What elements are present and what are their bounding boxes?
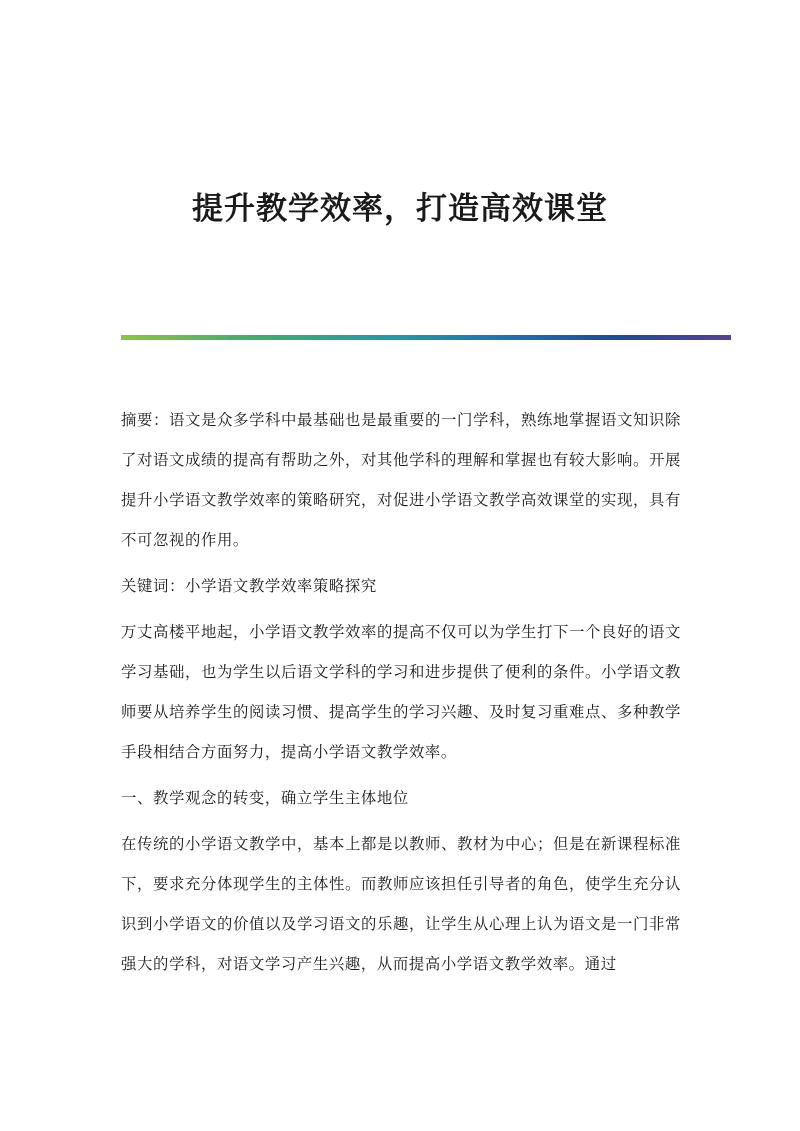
title-divider — [121, 335, 731, 340]
abstract-paragraph: 摘要：语文是众多学科中最基础也是最重要的一门学科，熟练地掌握语文知识除了对语文成绩的提高有帮助之外，对其他学科的理解和掌握也有较大影响。开展提升小学语文教学效率的策略研究，对促进小学语文教学高效课堂的实现，具有不可忽视的作用。 — [121, 411, 681, 549]
keywords-paragraph: 关键词：小学语文教学效率策略探究 — [121, 577, 377, 595]
document-body — [121, 400, 681, 990]
intro-paragraph: 万丈高楼平地起，小学语文教学效率的提高不仅可以为学生打下一个良好的语文学习基础，也为学生以后语文学科的学习和进步提供了便利的条件。小学语文教师要从培养学生的阅读习惯、提高学生的学习兴趣、及时复习重难点、多种教学手段相结合方面努力，提高小学语文教学效率。 — [121, 623, 681, 761]
section-heading: 一、教学观念的转变，确立学生主体地位 — [121, 789, 409, 807]
body-paragraph: 在传统的小学语文教学中，基本上都是以教师、教材为中心；但是在新课程标准下，要求充分体现学生的主体性。而教师应该担任引导者的角色，使学生充分认识到小学语文的价值以及学习语文的乐趣，让学生从心理上认为语文是一门非常强大的学科，对语文学习产生兴趣，从而提高小学语文教学效率。通过 — [121, 835, 681, 973]
document-title: 提升教学效率，打造高效课堂 — [192, 191, 608, 227]
